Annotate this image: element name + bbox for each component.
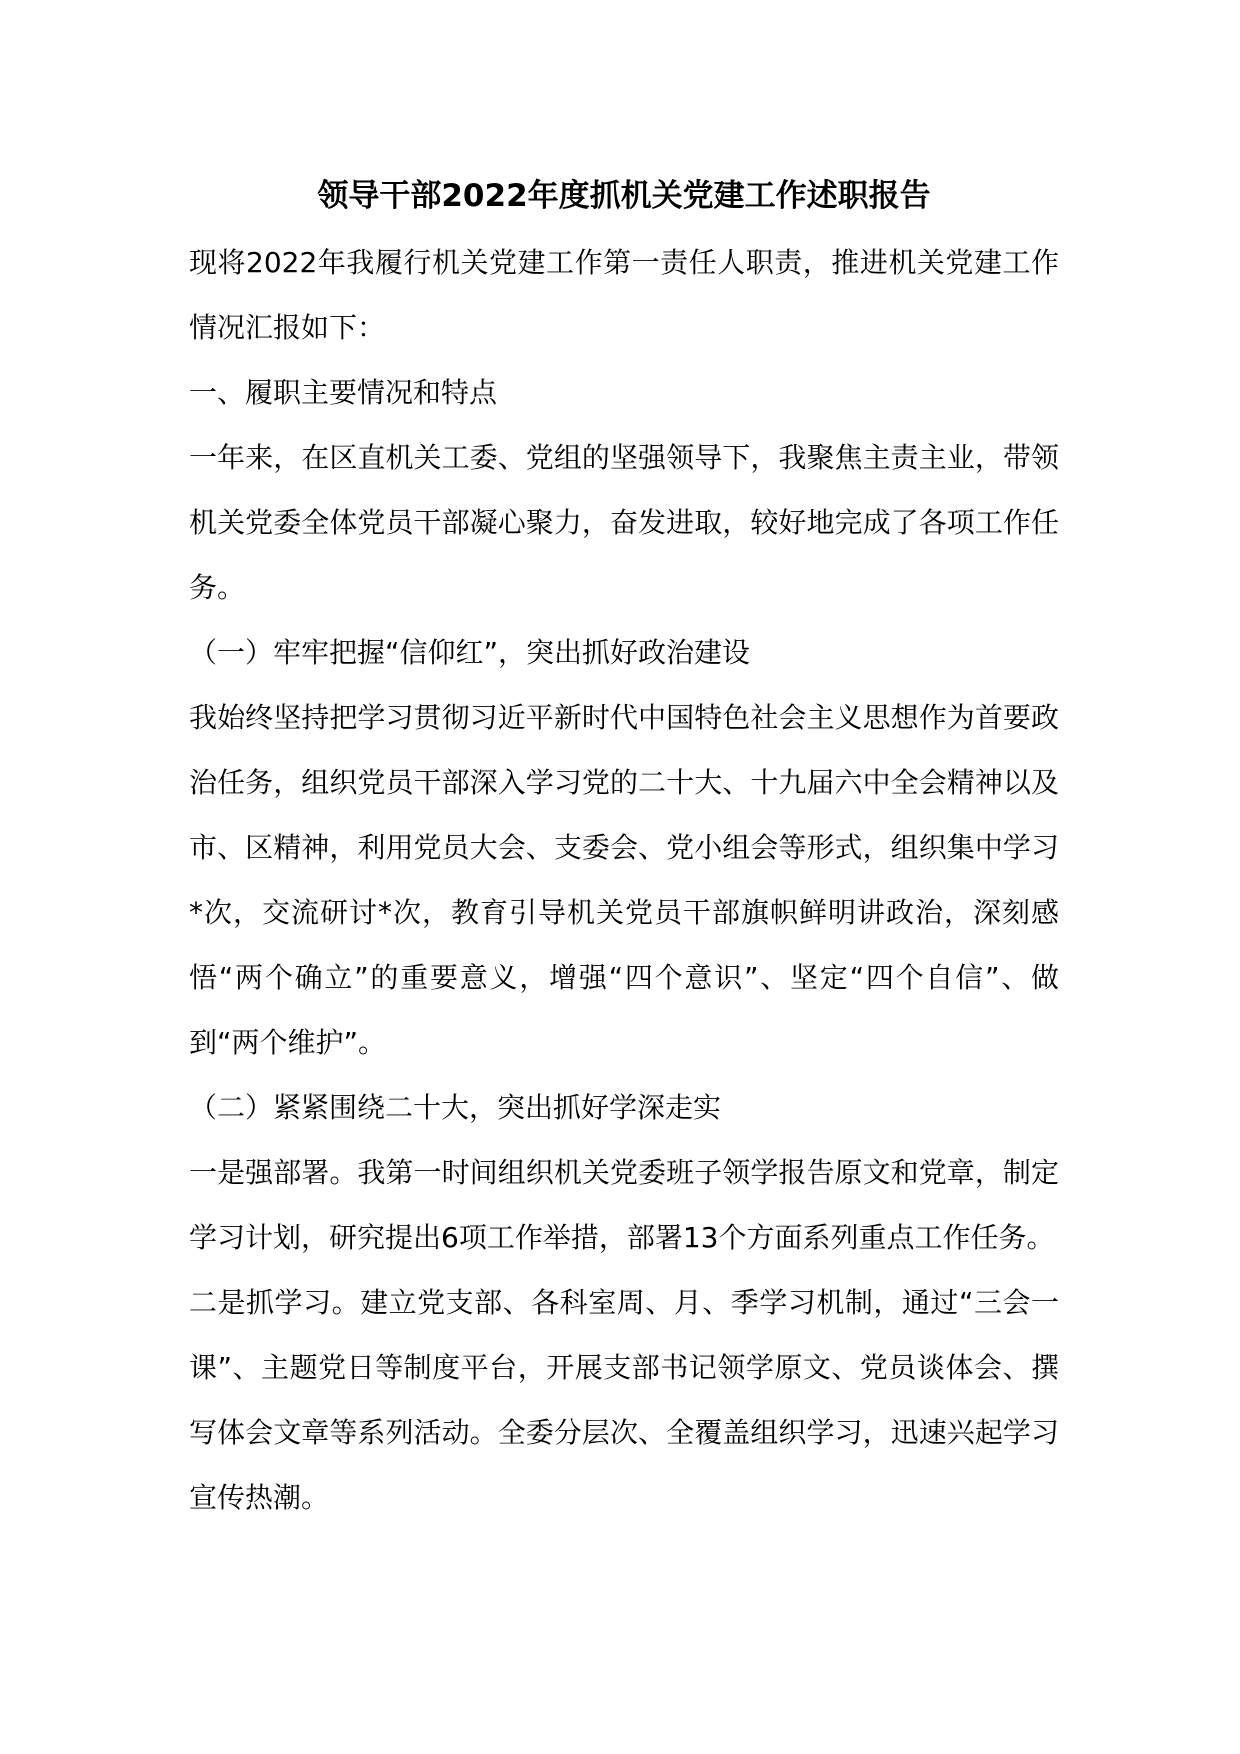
body-paragraph: 二是抓学习。建立党支部、各科室周、月、季学习机制，通过“三会一课”、主题党日等制度平台，开展支部书记领学原文、党员谈体会、撰写体会文章等系列活动。全委分层次、全覆盖组织学习，迅速兴起学习宣传热潮。 bbox=[189, 1286, 1059, 1514]
document-title: 领导干部2022年度抓机关党建工作述职报告 bbox=[317, 178, 931, 214]
section-heading-1: 一、履职主要情况和特点 bbox=[189, 376, 498, 409]
subsection-heading-1: （一）牢牢把握“信仰红”，突出抓好政治建设 bbox=[189, 636, 751, 669]
body-paragraph: 一年来，在区直机关工委、党组的坚强领导下，我聚焦主责主业，带领机关党委全体党员干部凝心聚力，奋发进取，较好地完成了各项工作任务。 bbox=[189, 441, 1059, 604]
body-paragraph: 我始终坚持把学习贯彻习近平新时代中国特色社会主义思想作为首要政治任务，组织党员干部深入学习党的二十大、十九届六中全会精神以及市、区精神，利用党员大会、支委会、党小组会等形式，组织集中学习*次，交流研讨*次，教育引导机关党员干部旗帜鲜明讲政治，深刻感悟“两个确立”的重要意义，增强“四个意识”、坚定“四个自信”、做到“两个维护”。 bbox=[189, 701, 1059, 1059]
intro-paragraph: 现将2022年我履行机关党建工作第一责任人职责，推进机关党建工作情况汇报如下： bbox=[189, 246, 1059, 344]
body-paragraph: 一是强部署。我第一时间组织机关党委班子领学报告原文和党章，制定学习计划，研究提出6项工作举措，部署13个方面系列重点工作任务。 bbox=[189, 1156, 1059, 1254]
subsection-heading-2: （二）紧紧围绕二十大，突出抓好学深走实 bbox=[189, 1091, 722, 1124]
document-body bbox=[189, 170, 1059, 1530]
